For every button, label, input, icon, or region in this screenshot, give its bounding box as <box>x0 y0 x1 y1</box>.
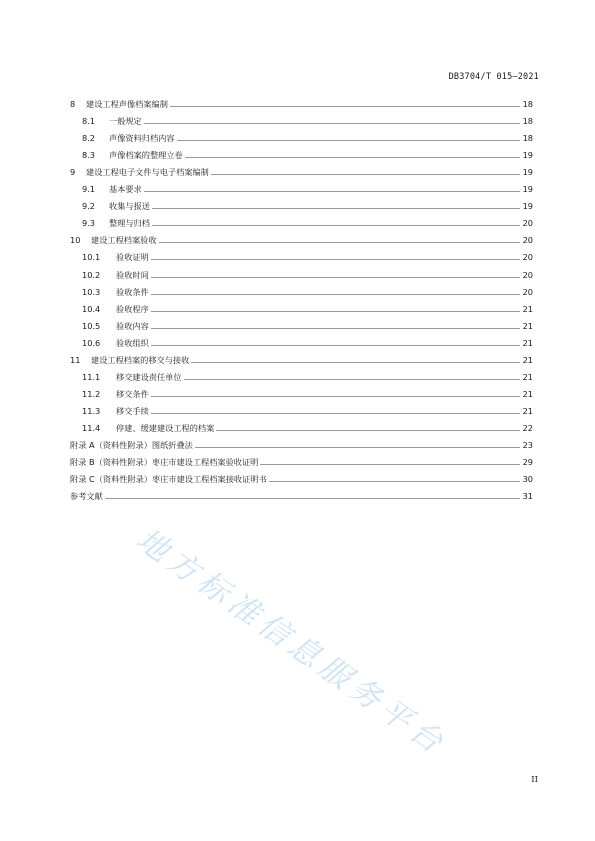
toc-entry-title: 声像档案的整理立卷 <box>109 150 183 161</box>
toc-entry-title: 验收条件 <box>116 286 149 297</box>
toc-entry-title: 枣庄市建设工程档案接收证明书 <box>152 474 267 485</box>
toc-entry-title: 一般规定 <box>109 116 142 127</box>
toc-entry[interactable] <box>70 319 533 331</box>
toc-entry-number: 10.1 <box>82 252 101 263</box>
toc-leader-dots <box>144 123 520 124</box>
toc-entry-title: 建设工程声像档案编制 <box>86 99 168 109</box>
toc-leader-dots <box>269 481 520 482</box>
toc-leader-dots <box>260 464 520 465</box>
toc-entry[interactable] <box>70 182 533 194</box>
watermark: 地方标准信息服务平台 <box>129 521 454 764</box>
toc-leader-dots <box>151 396 520 397</box>
toc-leader-dots <box>195 447 520 448</box>
toc-entry-title: 基本要求 <box>109 184 142 195</box>
toc-leader-dots <box>151 277 520 278</box>
toc-entry[interactable] <box>70 438 533 450</box>
toc-entry-number: 11 <box>70 354 81 365</box>
toc-leader-dots <box>151 294 520 295</box>
toc-leader-dots <box>211 174 520 175</box>
toc-entry-page: 21 <box>522 320 533 331</box>
toc-entry-page: 29 <box>522 457 533 468</box>
toc-leader-dots <box>191 362 520 363</box>
toc-entry-title: 整理与归档 <box>109 218 150 229</box>
toc-entry-number: 9.1 <box>82 184 96 195</box>
toc-entry-number: 附录 C（资料性附录） <box>70 474 153 485</box>
toc-entry[interactable] <box>70 404 533 416</box>
toc-entry-title: 验收证明 <box>116 252 149 263</box>
toc-entry-number: 11.3 <box>82 405 101 416</box>
toc-entry-page: 23 <box>522 440 533 450</box>
toc-entry-page: 21 <box>522 388 533 399</box>
toc-entry[interactable] <box>70 370 533 382</box>
toc-entry-page: 20 <box>522 218 533 229</box>
toc-leader-dots <box>152 208 520 209</box>
toc-entry-number: 10.3 <box>82 286 101 297</box>
toc-entry[interactable] <box>70 302 533 314</box>
toc-entry[interactable] <box>70 216 533 228</box>
toc-entry-number: 11.1 <box>82 371 101 382</box>
toc-entry-title: 收集与报送 <box>109 201 150 212</box>
toc-entry-title: 验收程序 <box>116 303 149 314</box>
toc-entry-page: 31 <box>522 491 533 502</box>
toc-entry-page: 21 <box>522 303 533 314</box>
toc-leader-dots <box>144 191 520 192</box>
toc-entry-number: 8.3 <box>82 150 96 161</box>
toc-entry-title: 移交手续 <box>116 405 149 416</box>
toc-entry-title: 移交条件 <box>116 388 149 399</box>
toc-entry-page: 20 <box>522 252 533 263</box>
toc-entry-title: 移交建设责任单位 <box>116 371 182 382</box>
toc-entry[interactable] <box>70 353 533 365</box>
toc-entry-title: 图纸折叠法 <box>151 440 193 450</box>
toc-entry-title: 验收组织 <box>116 337 149 348</box>
document-code: DB3704/T 015—2021 <box>448 72 539 82</box>
toc-entry-number: 10.6 <box>82 337 101 348</box>
toc-entry-page: 22 <box>522 422 533 433</box>
toc-entry-number: 11.2 <box>82 388 101 399</box>
toc-leader-dots <box>105 498 520 499</box>
toc-entry[interactable] <box>70 233 533 245</box>
toc-entry[interactable] <box>70 165 533 177</box>
toc-entry[interactable] <box>70 268 533 280</box>
toc-entry-number: 8.1 <box>82 116 96 127</box>
page-number: II <box>531 775 538 785</box>
toc-entry-page: 18 <box>522 99 533 109</box>
toc-leader-dots <box>185 157 520 158</box>
toc-entry[interactable] <box>70 285 533 297</box>
toc-leader-dots <box>151 328 520 329</box>
toc-entry-title: 建设工程电子文件与电子档案编制 <box>86 167 209 178</box>
toc-entry[interactable] <box>70 455 533 467</box>
toc-entry[interactable] <box>70 131 533 143</box>
toc-entry-number: 8 <box>70 99 76 109</box>
toc-leader-dots <box>151 413 520 414</box>
toc-entry-page: 30 <box>522 474 533 485</box>
toc-entry[interactable] <box>70 489 533 501</box>
toc-entry-page: 20 <box>522 269 533 280</box>
toc-entry-number: 10 <box>70 235 81 246</box>
toc-entry-page: 21 <box>522 405 533 416</box>
toc-entry-title: 参考文献 <box>70 491 103 502</box>
toc-entry-page: 18 <box>522 116 533 127</box>
toc-entry[interactable] <box>70 421 533 433</box>
toc-entry[interactable] <box>70 472 533 484</box>
toc-entry-page: 19 <box>522 150 533 161</box>
toc-entry-page: 21 <box>522 354 533 365</box>
toc-entry[interactable] <box>70 387 533 399</box>
toc-entry-page: 19 <box>522 167 533 178</box>
toc-leader-dots <box>159 242 520 243</box>
toc-entry-number: 10.4 <box>82 303 101 314</box>
toc-entry[interactable] <box>70 148 533 160</box>
toc-entry-number: 10.2 <box>82 269 101 280</box>
toc-leader-dots <box>151 311 520 312</box>
toc-entry-page: 20 <box>522 235 533 246</box>
toc-entry-title: 建设工程档案验收 <box>91 235 157 246</box>
toc-leader-dots <box>177 140 520 141</box>
toc-entry-number: 8.2 <box>82 133 96 144</box>
toc-entry[interactable] <box>70 114 533 126</box>
toc-entry-title: 验收时间 <box>116 269 149 280</box>
toc-entry[interactable] <box>70 336 533 348</box>
toc-entry-title: 停建、缓建建设工程的档案 <box>116 422 215 433</box>
toc-entry-number: 9 <box>70 167 76 178</box>
toc-entry-page: 18 <box>522 133 533 144</box>
toc-entry-number: 附录 B（资料性附录） <box>70 457 152 468</box>
toc-entry[interactable] <box>70 250 533 262</box>
toc-entry-page: 20 <box>522 286 533 297</box>
toc-leader-dots <box>170 106 520 107</box>
toc-entry[interactable] <box>70 199 533 211</box>
toc-entry-title: 验收内容 <box>116 320 149 331</box>
toc-entry-number: 附录 A（资料性附录） <box>70 440 152 450</box>
toc-leader-dots <box>151 259 520 260</box>
toc-entry-page: 19 <box>522 184 533 195</box>
toc-entry-title: 声像资料归档内容 <box>109 133 175 144</box>
toc-entry-number: 10.5 <box>82 320 101 331</box>
toc-leader-dots <box>152 225 520 226</box>
toc-leader-dots <box>151 345 520 346</box>
toc-entry-number: 9.3 <box>82 218 96 229</box>
toc-entry-page: 21 <box>522 371 533 382</box>
toc-entry-page: 19 <box>522 201 533 212</box>
toc-entry-title: 枣庄市建设工程档案验收证明 <box>151 457 259 468</box>
toc-entry-number: 11.4 <box>82 422 101 433</box>
toc-entry-number: 9.2 <box>82 201 96 212</box>
toc-entry-page: 21 <box>522 337 533 348</box>
toc-leader-dots <box>184 379 520 380</box>
toc-entry[interactable] <box>70 97 533 109</box>
toc-entry-title: 建设工程档案的移交与接收 <box>91 354 190 365</box>
toc-leader-dots <box>216 430 520 431</box>
